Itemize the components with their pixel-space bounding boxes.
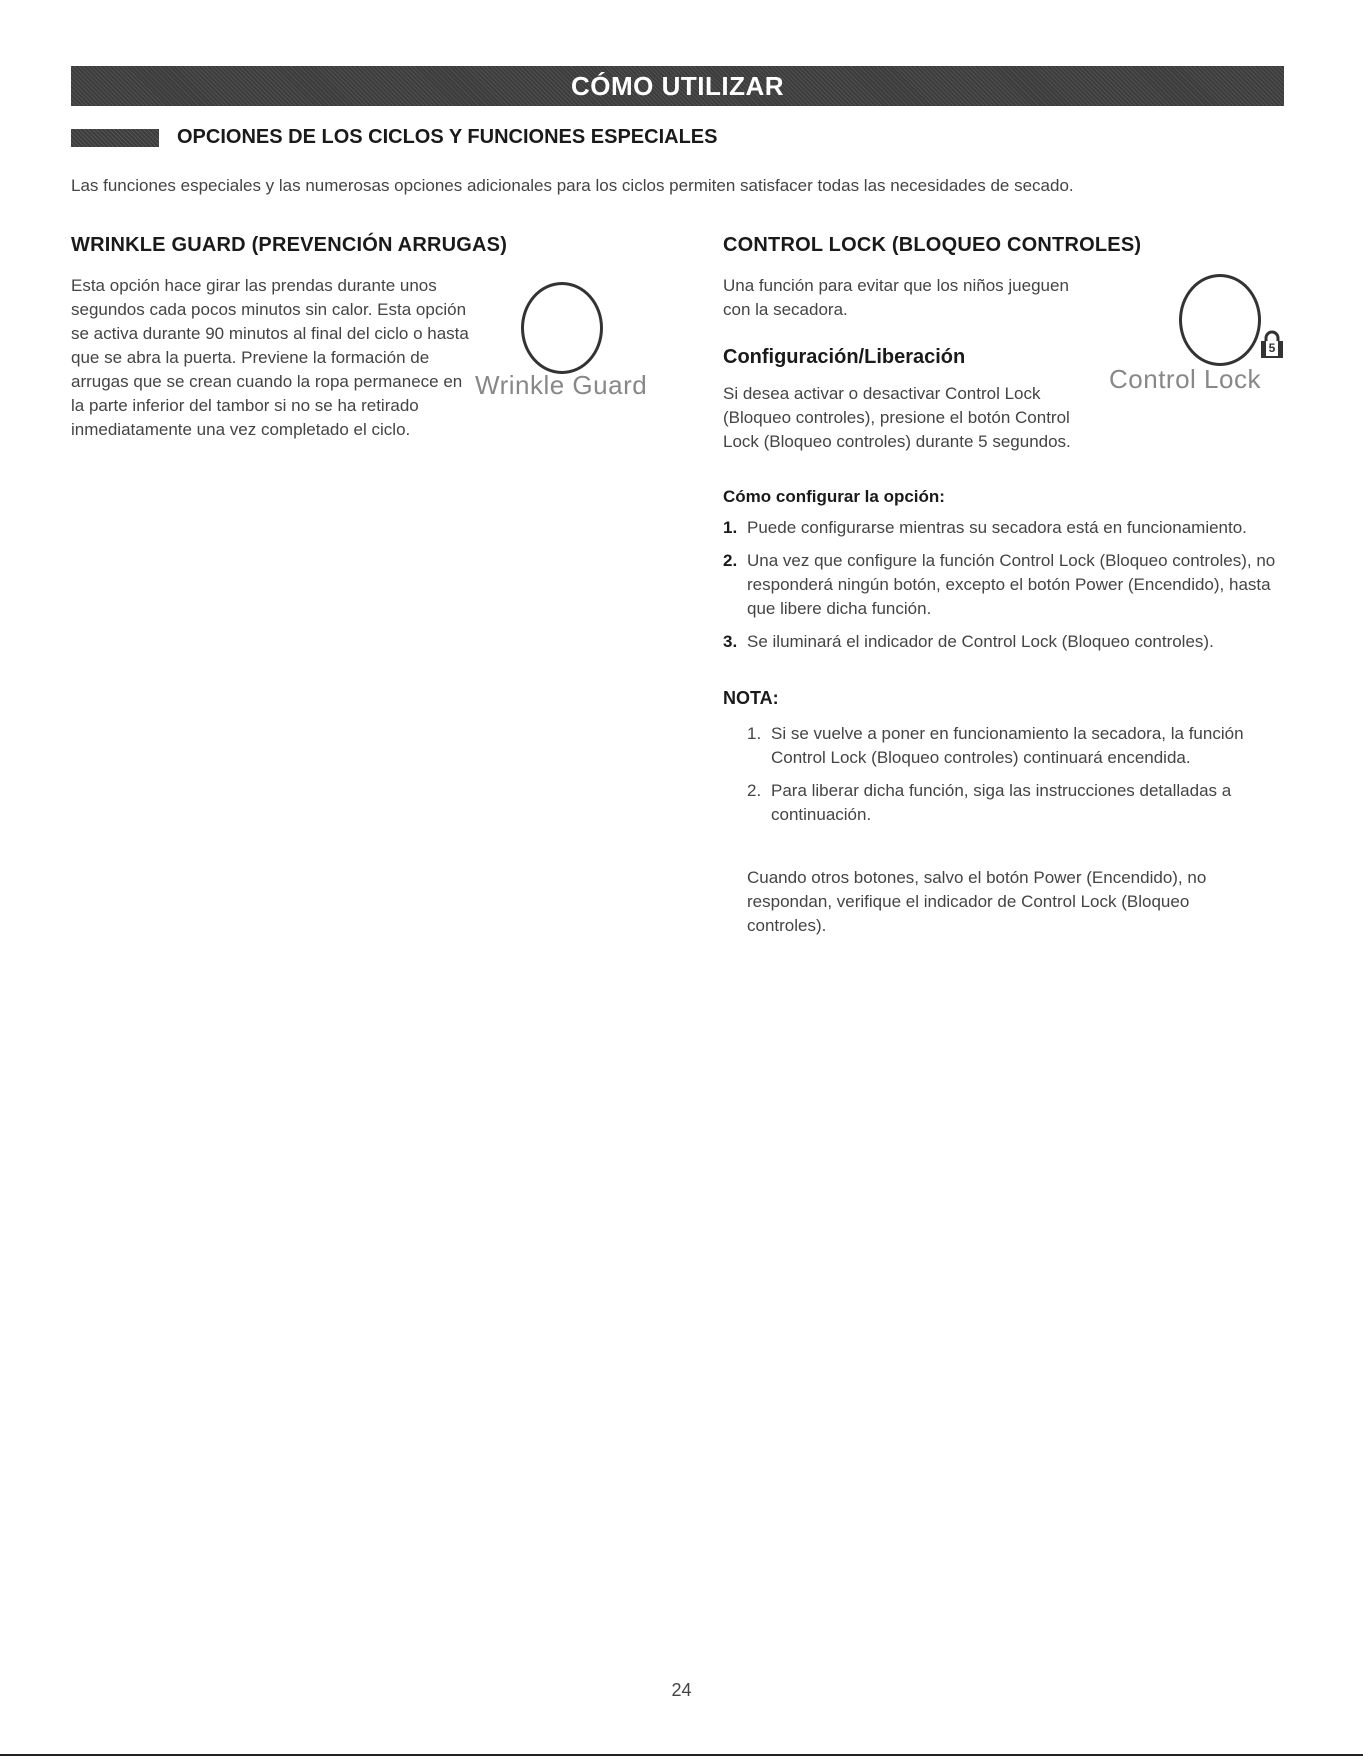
lock-seconds-label: 5 — [1266, 341, 1278, 356]
wrinkle-guard-icon-label: Wrinkle Guard — [475, 370, 648, 400]
section-title: OPCIONES DE LOS CICLOS Y FUNCIONES ESPECIALES — [177, 126, 718, 148]
wrinkle-guard-circle-icon — [521, 282, 603, 374]
setup-release-text: Si desea activar o desactivar Control Lock (Bloqueo controles), presione el botón Control Lock (Bloqueo controles) durante 5 segundos. — [723, 384, 1071, 451]
note-number: 2. — [747, 781, 762, 800]
control-lock-section — [723, 234, 1283, 935]
page-banner — [71, 66, 1284, 106]
section-intro: Las funciones especiales y las numerosas opciones adicionales para los ciclos permiten satisfacer todas las necesidades de secado. — [71, 176, 1074, 195]
note-text: Si se vuelve a poner en funcionamiento la secadora, la función Control Lock (Bloqueo controles) continuará encendida. — [771, 724, 1244, 767]
section-bar-decoration — [71, 129, 159, 147]
list-item — [723, 516, 1283, 540]
wrinkle-guard-heading: WRINKLE GUARD (PREVENCIÓN ARRUGAS) — [71, 234, 508, 256]
step-text: Puede configurarse mientras su secadora está en funcionamiento. — [747, 518, 1247, 537]
lock-icon — [1259, 330, 1285, 358]
control-lock-icon-label: Control Lock — [1109, 364, 1261, 394]
control-lock-circle-icon — [1179, 274, 1261, 366]
setup-release-heading: Configuración/Liberación — [723, 346, 966, 368]
note-text: Para liberar dicha función, siga las instrucciones detalladas a continuación. — [771, 781, 1232, 824]
note-heading: NOTA: — [723, 688, 779, 708]
list-item — [747, 779, 1287, 827]
wrinkle-guard-button-icon — [475, 282, 715, 402]
step-text: Se iluminará el indicador de Control Lock (Bloqueo controles). — [747, 632, 1214, 651]
setup-steps-list — [723, 516, 1283, 663]
page-number: 24 — [671, 1680, 692, 1700]
list-item — [723, 630, 1283, 654]
final-note-text: Cuando otros botones, salvo el botón Power (Encendido), no respondan, verifique el indicador de Control Lock (Bloqueo controles). — [747, 868, 1207, 935]
step-number: 3. — [723, 632, 738, 651]
step-text: Una vez que configure la función Control Lock (Bloqueo controles), no responderá ningún botón, excepto el botón Power (Encendido), hasta que libere dicha función. — [747, 551, 1276, 618]
notes-list — [747, 722, 1287, 836]
wrinkle-guard-section — [71, 234, 651, 439]
note-number: 1. — [747, 724, 762, 743]
banner-title: CÓMO UTILIZAR — [570, 70, 785, 101]
control-lock-heading: CONTROL LOCK (BLOQUEO CONTROLES) — [723, 234, 1142, 256]
step-number: 2. — [723, 551, 738, 570]
how-to-set-heading: Cómo configurar la opción: — [723, 487, 945, 506]
section-header — [71, 126, 717, 149]
list-item — [723, 549, 1283, 621]
control-lock-button-icon — [1109, 274, 1313, 404]
bottom-divider — [0, 1754, 1363, 1756]
control-lock-intro: Una función para evitar que los niños jueguen con la secadora. — [723, 276, 1069, 319]
step-number: 1. — [723, 518, 738, 537]
list-item — [747, 722, 1287, 770]
wrinkle-guard-text: Esta opción hace girar las prendas durante unos segundos cada pocos minutos sin calor. Esta opción se activa durante 90 minutos al final del ciclo o hasta que se abra la puerta. Previene la formación de arrugas que se crean cuando la ropa permanece en la parte inferior del tambor si no se ha retirado inmediatamente una vez completado el ciclo. — [71, 276, 469, 439]
